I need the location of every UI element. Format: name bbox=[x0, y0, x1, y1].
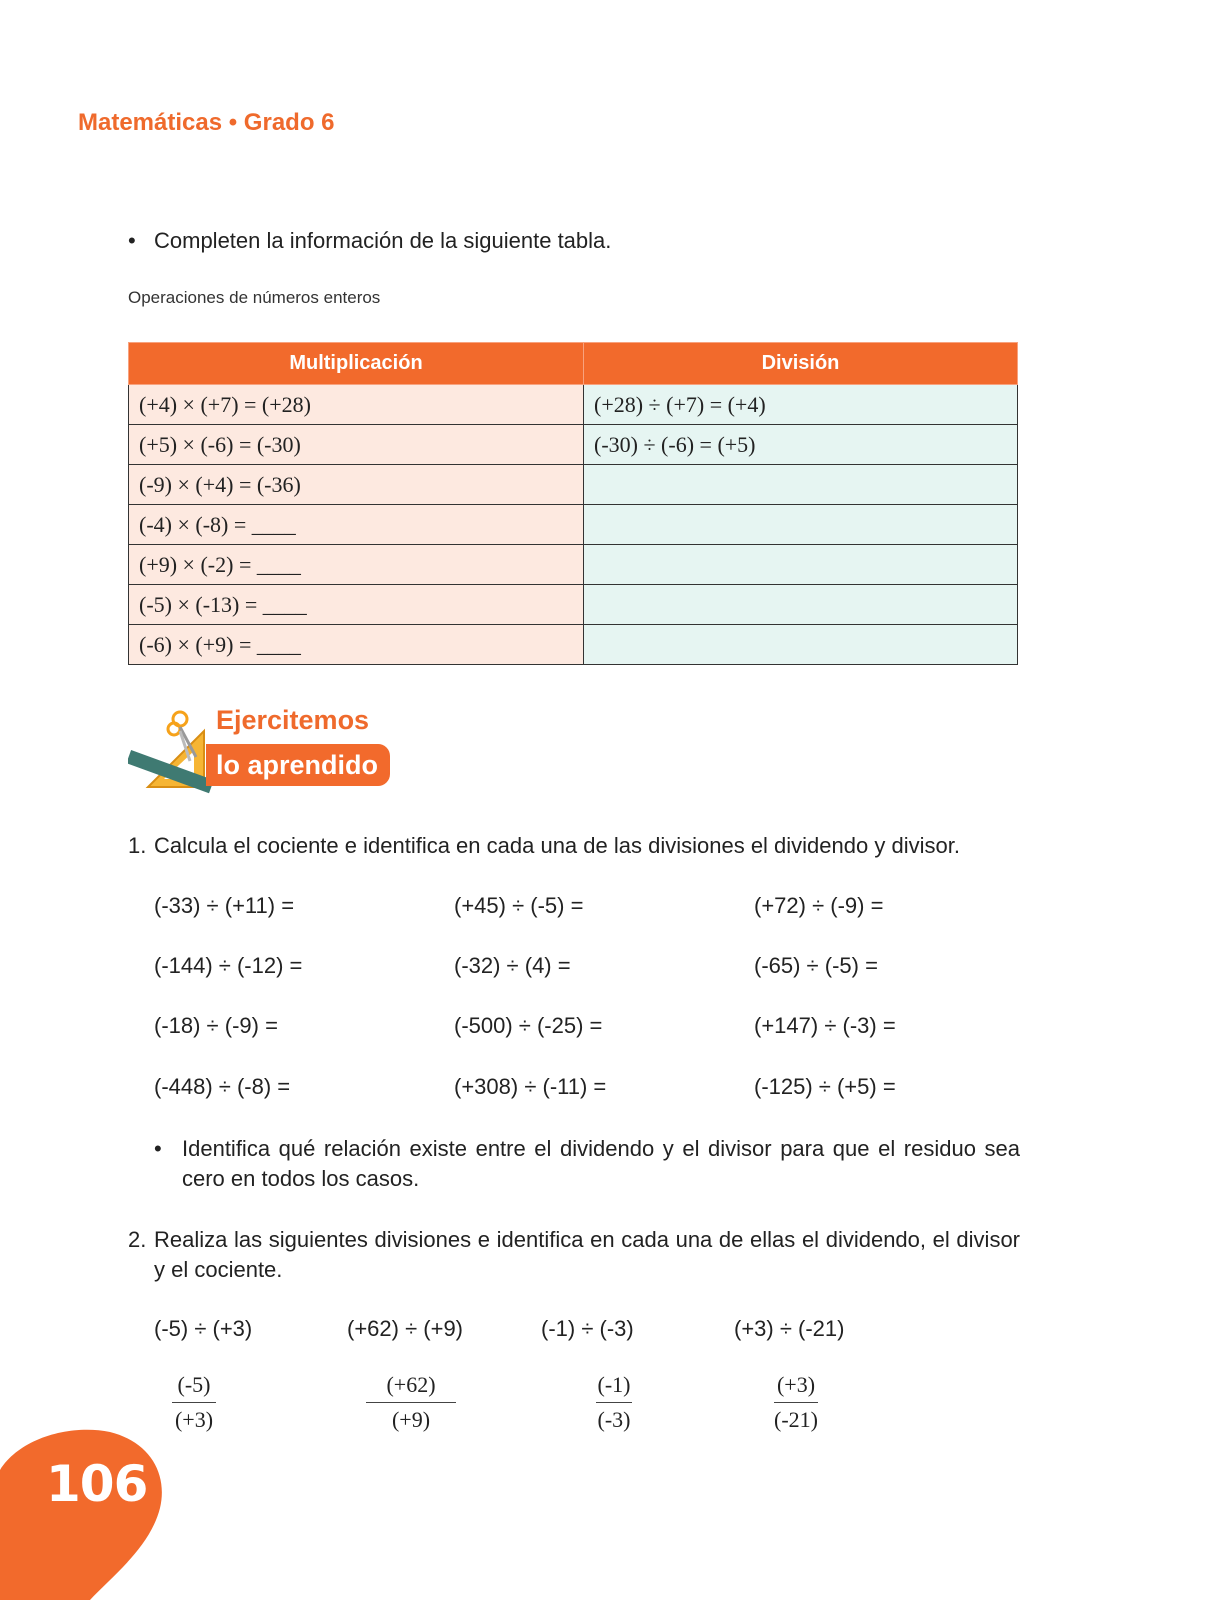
table-row bbox=[129, 505, 1018, 545]
fraction-numerator: (+3) bbox=[774, 1372, 818, 1403]
fraction-numerator: (-5) bbox=[172, 1372, 216, 1403]
division-expression: (+62) ÷ (+9) bbox=[347, 1316, 464, 1341]
question-text: Realiza las siguientes divisiones e identifica en cada una de ellas el dividendo, el divisor y el cociente. bbox=[154, 1227, 1020, 1282]
division-cell[interactable]: (+28) ÷ (+7) = (+4) bbox=[584, 385, 1018, 425]
fraction-denominator: (+3) bbox=[174, 1407, 214, 1432]
operations-table bbox=[128, 342, 1018, 665]
multiplication-cell: (-9) × (+4) = (-36) bbox=[129, 465, 584, 505]
fraction bbox=[596, 1372, 632, 1433]
fraction-denominator: (-21) bbox=[774, 1407, 818, 1432]
table-row bbox=[129, 425, 1018, 465]
bullet: • bbox=[154, 1136, 162, 1161]
division-expression: (-144) ÷ (-12) = bbox=[154, 953, 303, 978]
fraction bbox=[774, 1372, 818, 1433]
multiplication-cell: (-4) × (-8) = ____ bbox=[129, 505, 584, 545]
division-expression: (-125) ÷ (+5) = bbox=[754, 1074, 896, 1099]
division-expression: (-33) ÷ (+11) = bbox=[154, 893, 295, 918]
division-expression: (-448) ÷ (-8) = bbox=[154, 1074, 291, 1099]
division-expression: (+45) ÷ (-5) = bbox=[454, 893, 584, 918]
page-number: 106 bbox=[46, 1455, 148, 1513]
division-expression: (-1) ÷ (-3) bbox=[541, 1316, 634, 1341]
intro-text: Completen la información de la siguiente tabla. bbox=[154, 228, 612, 253]
division-expression: (+3) ÷ (-21) bbox=[734, 1316, 845, 1341]
section-title-line1: Ejercitemos bbox=[216, 705, 370, 735]
header-multiplication: Multiplicación bbox=[129, 343, 584, 385]
table-row bbox=[129, 385, 1018, 425]
table-row bbox=[129, 545, 1018, 585]
section-title-line2: lo aprendido bbox=[206, 744, 390, 786]
multiplication-cell: (+4) × (+7) = (+28) bbox=[129, 385, 584, 425]
division-expression: (-500) ÷ (-25) = bbox=[454, 1013, 603, 1038]
multiplication-cell: (-6) × (+9) = ____ bbox=[129, 625, 584, 665]
division-cell[interactable]: (-30) ÷ (-6) = (+5) bbox=[584, 425, 1018, 465]
multiplication-cell: (-5) × (-13) = ____ bbox=[129, 585, 584, 625]
division-cell[interactable] bbox=[584, 585, 1018, 625]
division-expression: (-65) ÷ (-5) = bbox=[754, 953, 878, 978]
division-cell[interactable] bbox=[584, 465, 1018, 505]
section-badge bbox=[128, 705, 408, 805]
division-cell[interactable] bbox=[584, 545, 1018, 585]
division-expression: (-32) ÷ (4) = bbox=[454, 953, 571, 978]
fraction bbox=[366, 1372, 456, 1433]
sub-bullet-text: Identifica qué relación existe entre el dividendo y el divisor para que el residuo sea cero en todos los casos. bbox=[182, 1136, 1020, 1191]
question-number: 1. bbox=[128, 833, 147, 858]
scissors-ruler-icon bbox=[128, 707, 214, 797]
division-expression: (-5) ÷ (+3) bbox=[154, 1316, 253, 1341]
question-number: 2. bbox=[128, 1227, 147, 1252]
multiplication-cell: (+5) × (-6) = (-30) bbox=[129, 425, 584, 465]
division-cell[interactable] bbox=[584, 505, 1018, 545]
table-row bbox=[129, 585, 1018, 625]
division-expression: (-18) ÷ (-9) = bbox=[154, 1013, 278, 1038]
table-caption: Operaciones de números enteros bbox=[128, 288, 381, 307]
question-text: Calcula el cociente e identifica en cada una de las divisiones el dividendo y divisor. bbox=[154, 833, 960, 858]
fraction bbox=[172, 1372, 216, 1433]
question-1 bbox=[128, 831, 1020, 861]
page-header-title: Matemáticas • Grado 6 bbox=[78, 109, 335, 136]
division-cell[interactable] bbox=[584, 625, 1018, 665]
question-2 bbox=[128, 1225, 1020, 1285]
division-expression: (+308) ÷ (-11) = bbox=[454, 1074, 607, 1099]
fraction-numerator: (+62) bbox=[366, 1372, 456, 1403]
multiplication-cell: (+9) × (-2) = ____ bbox=[129, 545, 584, 585]
page-number-badge bbox=[0, 1428, 170, 1600]
header-division: División bbox=[584, 343, 1018, 385]
fraction-denominator: (-3) bbox=[597, 1407, 631, 1432]
table-row bbox=[129, 465, 1018, 505]
question-1-sub-bullet bbox=[154, 1134, 1020, 1194]
fraction-denominator: (+9) bbox=[391, 1407, 431, 1432]
division-expression: (+72) ÷ (-9) = bbox=[754, 893, 884, 918]
bullet: • bbox=[128, 228, 136, 253]
fraction-numerator: (-1) bbox=[596, 1372, 632, 1403]
table-row bbox=[129, 625, 1018, 665]
division-expression: (+147) ÷ (-3) = bbox=[754, 1013, 896, 1038]
